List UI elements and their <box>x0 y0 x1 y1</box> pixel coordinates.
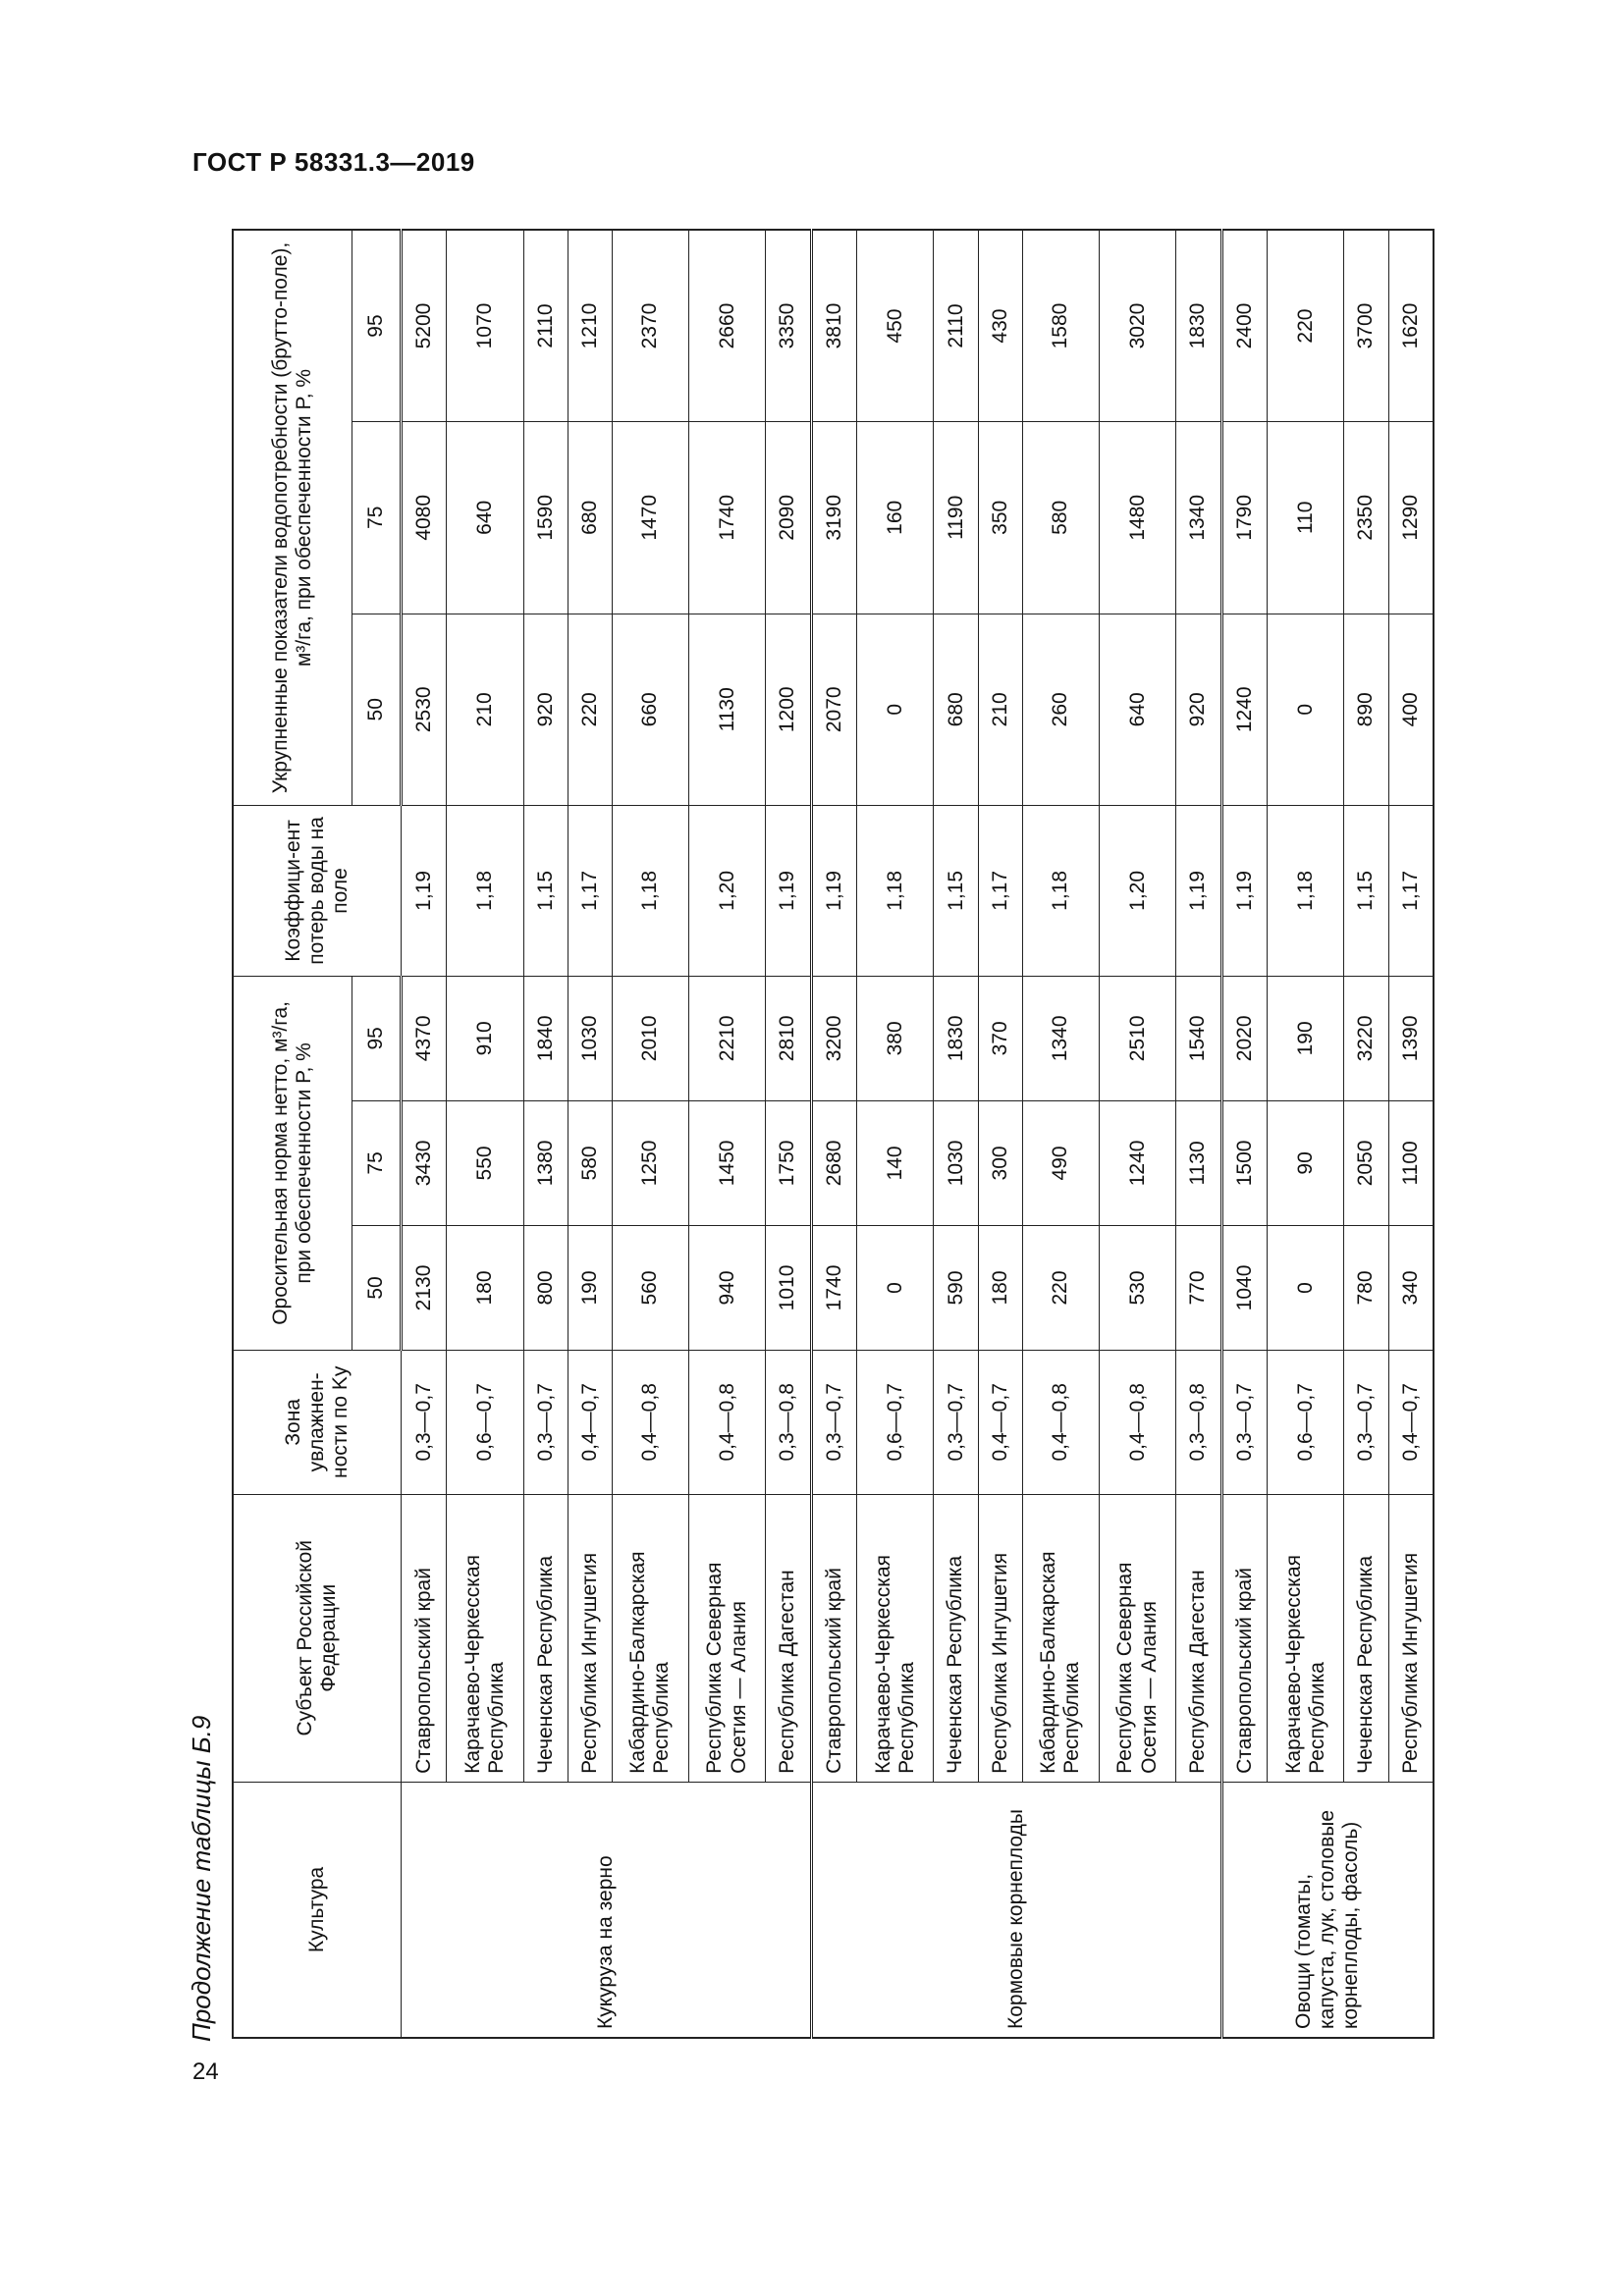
value-cell-n95: 1540 <box>1176 976 1222 1100</box>
table-row <box>1221 230 1268 2038</box>
value-cell-b95: 2110 <box>934 230 978 422</box>
value-cell-zone: 0,3—0,7 <box>934 1351 978 1495</box>
table-row <box>689 230 766 2038</box>
subject-cell: Ставропольский край <box>1221 1494 1268 1782</box>
value-cell-b95: 3810 <box>811 230 857 422</box>
header-netto-p50: 50 <box>352 1225 402 1350</box>
value-cell-b75: 2090 <box>766 422 812 614</box>
value-cell-b50: 400 <box>1388 614 1434 805</box>
value-cell-k: 1,15 <box>523 806 568 977</box>
value-cell-zone: 0,3—0,8 <box>1176 1351 1222 1495</box>
value-cell-n75: 1030 <box>934 1100 978 1225</box>
value-cell-n75: 1380 <box>523 1100 568 1225</box>
value-cell-k: 1,19 <box>766 806 812 977</box>
value-cell-b95: 2110 <box>523 230 568 422</box>
value-cell-k: 1,18 <box>447 806 523 977</box>
table-row <box>766 230 812 2038</box>
value-cell-n50: 1010 <box>766 1225 812 1350</box>
crop-cell: Кукуруза на зерно <box>402 1782 812 2038</box>
value-cell-b95: 1580 <box>1022 230 1099 422</box>
value-cell-b50: 660 <box>612 614 688 805</box>
value-cell-zone: 0,4—0,8 <box>1022 1351 1099 1495</box>
table-row <box>1176 230 1222 2038</box>
subject-cell: Республика Северная Осетия — Алания <box>689 1494 766 1782</box>
value-cell-n75: 2680 <box>811 1100 857 1225</box>
value-cell-n75: 1240 <box>1099 1100 1175 1225</box>
value-cell-n50: 190 <box>568 1225 612 1350</box>
value-cell-n50: 0 <box>1268 1225 1344 1350</box>
value-cell-b75: 1790 <box>1221 422 1268 614</box>
value-cell-n50: 770 <box>1176 1225 1222 1350</box>
value-cell-b95: 2660 <box>689 230 766 422</box>
value-cell-n75: 140 <box>857 1100 934 1225</box>
header-brutto-p50: 50 <box>352 614 402 805</box>
value-cell-b75: 2350 <box>1344 422 1388 614</box>
value-cell-b95: 3700 <box>1344 230 1388 422</box>
value-cell-b50: 2530 <box>402 614 447 805</box>
water-demand-table <box>232 229 1435 2039</box>
table-row <box>402 230 447 2038</box>
value-cell-n50: 940 <box>689 1225 766 1350</box>
value-cell-k: 1,17 <box>978 806 1022 977</box>
header-netto: Оросительная норма нетто, м³/га, при обеспеченности P, % <box>233 976 352 1350</box>
value-cell-k: 1,19 <box>811 806 857 977</box>
value-cell-b95: 450 <box>857 230 934 422</box>
crop-cell: Кормовые корнеплоды <box>811 1782 1221 2038</box>
value-cell-zone: 0,4—0,7 <box>978 1351 1022 1495</box>
value-cell-n50: 2130 <box>402 1225 447 1350</box>
value-cell-n95: 2510 <box>1099 976 1175 1100</box>
value-cell-b75: 580 <box>1022 422 1099 614</box>
subject-cell: Ставропольский край <box>402 1494 447 1782</box>
value-cell-n50: 590 <box>934 1225 978 1350</box>
value-cell-n75: 580 <box>568 1100 612 1225</box>
value-cell-zone: 0,6—0,7 <box>857 1351 934 1495</box>
value-cell-b75: 1470 <box>612 422 688 614</box>
value-cell-k: 1,18 <box>1268 806 1344 977</box>
value-cell-n50: 1740 <box>811 1225 857 1350</box>
value-cell-k: 1,19 <box>1176 806 1222 977</box>
table-row <box>1099 230 1175 2038</box>
value-cell-n95: 2210 <box>689 976 766 1100</box>
value-cell-b95: 2370 <box>612 230 688 422</box>
value-cell-n95: 2010 <box>612 976 688 1100</box>
value-cell-b50: 640 <box>1099 614 1175 805</box>
subject-cell: Карачаево-Черкесская Республика <box>447 1494 523 1782</box>
value-cell-zone: 0,6—0,7 <box>1268 1351 1344 1495</box>
table-row <box>523 230 568 2038</box>
value-cell-n75: 2050 <box>1344 1100 1388 1225</box>
value-cell-n75: 1130 <box>1176 1100 1222 1225</box>
value-cell-b50: 0 <box>857 614 934 805</box>
value-cell-n50: 220 <box>1022 1225 1099 1350</box>
value-cell-b50: 680 <box>934 614 978 805</box>
value-cell-b50: 1200 <box>766 614 812 805</box>
header-subject: Субъект Российской Федерации <box>233 1494 402 1782</box>
value-cell-n50: 340 <box>1388 1225 1434 1350</box>
header-brutto-p75: 75 <box>352 422 402 614</box>
value-cell-n95: 380 <box>857 976 934 1100</box>
table-row <box>857 230 934 2038</box>
value-cell-b95: 5200 <box>402 230 447 422</box>
value-cell-k: 1,17 <box>568 806 612 977</box>
value-cell-b75: 1740 <box>689 422 766 614</box>
value-cell-b50: 1240 <box>1221 614 1268 805</box>
subject-cell: Кабардино-Балкарская Республика <box>612 1494 688 1782</box>
value-cell-n50: 0 <box>857 1225 934 1350</box>
value-cell-b75: 680 <box>568 422 612 614</box>
value-cell-b95: 220 <box>1268 230 1344 422</box>
value-cell-k: 1,18 <box>612 806 688 977</box>
value-cell-k: 1,18 <box>857 806 934 977</box>
value-cell-n50: 530 <box>1099 1225 1175 1350</box>
value-cell-b75: 4080 <box>402 422 447 614</box>
value-cell-k: 1,15 <box>1344 806 1388 977</box>
subject-cell: Республика Северная Осетия — Алания <box>1099 1494 1175 1782</box>
value-cell-zone: 0,3—0,7 <box>523 1351 568 1495</box>
table-continuation-caption: Продолжение таблицы Б.9 <box>187 1715 216 2042</box>
value-cell-zone: 0,3—0,8 <box>766 1351 812 1495</box>
value-cell-b50: 920 <box>1176 614 1222 805</box>
value-cell-b75: 3190 <box>811 422 857 614</box>
value-cell-b50: 210 <box>447 614 523 805</box>
value-cell-b75: 1290 <box>1388 422 1434 614</box>
value-cell-k: 1,20 <box>1099 806 1175 977</box>
value-cell-b50: 2070 <box>811 614 857 805</box>
page-number: 24 <box>192 2058 219 2085</box>
value-cell-n75: 1250 <box>612 1100 688 1225</box>
value-cell-b95: 1620 <box>1388 230 1434 422</box>
value-cell-n50: 180 <box>447 1225 523 1350</box>
value-cell-n95: 370 <box>978 976 1022 1100</box>
value-cell-zone: 0,4—0,8 <box>612 1351 688 1495</box>
value-cell-b75: 1190 <box>934 422 978 614</box>
value-cell-n50: 800 <box>523 1225 568 1350</box>
value-cell-n50: 180 <box>978 1225 1022 1350</box>
value-cell-n75: 490 <box>1022 1100 1099 1225</box>
value-cell-n75: 1750 <box>766 1100 812 1225</box>
value-cell-n75: 1500 <box>1221 1100 1268 1225</box>
value-cell-n50: 560 <box>612 1225 688 1350</box>
value-cell-n95: 2810 <box>766 976 812 1100</box>
subject-cell: Республика Ингушетия <box>978 1494 1022 1782</box>
value-cell-b75: 160 <box>857 422 934 614</box>
table-row <box>612 230 688 2038</box>
value-cell-b95: 3020 <box>1099 230 1175 422</box>
value-cell-n75: 3430 <box>402 1100 447 1225</box>
value-cell-k: 1,17 <box>1388 806 1434 977</box>
subject-cell: Карачаево-Черкесская Республика <box>1268 1494 1344 1782</box>
value-cell-b75: 640 <box>447 422 523 614</box>
rotated-table-wrapper <box>232 229 1435 2039</box>
header-coef: Коэффици-ент потерь воды на поле <box>233 806 402 977</box>
value-cell-zone: 0,3—0,7 <box>1344 1351 1388 1495</box>
header-crop: Культура <box>233 1782 402 2038</box>
value-cell-k: 1,19 <box>1221 806 1268 977</box>
header-zone: Зона увлажнен-ности по Kу <box>233 1351 402 1495</box>
subject-cell: Республика Ингушетия <box>568 1494 612 1782</box>
value-cell-n95: 910 <box>447 976 523 1100</box>
value-cell-n95: 1840 <box>523 976 568 1100</box>
header-netto-p75: 75 <box>352 1100 402 1225</box>
table-row <box>1388 230 1434 2038</box>
table-row <box>978 230 1022 2038</box>
value-cell-zone: 0,3—0,7 <box>402 1351 447 1495</box>
subject-cell: Ставропольский край <box>811 1494 857 1782</box>
table-row <box>1344 230 1388 2038</box>
value-cell-n95: 190 <box>1268 976 1344 1100</box>
crop-cell: Овощи (томаты, капуста, лук, столовые корнеплоды, фасоль) <box>1221 1782 1434 2038</box>
value-cell-n75: 300 <box>978 1100 1022 1225</box>
value-cell-zone: 0,4—0,8 <box>689 1351 766 1495</box>
subject-cell: Республика Дагестан <box>1176 1494 1222 1782</box>
value-cell-zone: 0,4—0,7 <box>568 1351 612 1495</box>
value-cell-b75: 350 <box>978 422 1022 614</box>
subject-cell: Чеченская Республика <box>934 1494 978 1782</box>
header-brutto-p95: 95 <box>352 230 402 422</box>
table-row <box>811 230 857 2038</box>
value-cell-n95: 3220 <box>1344 976 1388 1100</box>
value-cell-n50: 780 <box>1344 1225 1388 1350</box>
value-cell-b95: 1830 <box>1176 230 1222 422</box>
subject-cell: Чеченская Республика <box>523 1494 568 1782</box>
value-cell-b50: 890 <box>1344 614 1388 805</box>
value-cell-k: 1,18 <box>1022 806 1099 977</box>
value-cell-b95: 430 <box>978 230 1022 422</box>
value-cell-zone: 0,3—0,7 <box>1221 1351 1268 1495</box>
value-cell-zone: 0,3—0,7 <box>811 1351 857 1495</box>
value-cell-b50: 220 <box>568 614 612 805</box>
doc-code: ГОСТ Р 58331.3—2019 <box>192 147 475 177</box>
value-cell-n95: 2020 <box>1221 976 1268 1100</box>
table-row <box>1022 230 1099 2038</box>
value-cell-zone: 0,4—0,7 <box>1388 1351 1434 1495</box>
table-row <box>1268 230 1344 2038</box>
value-cell-n95: 4370 <box>402 976 447 1100</box>
table-row <box>568 230 612 2038</box>
table-row <box>447 230 523 2038</box>
subject-cell: Республика Дагестан <box>766 1494 812 1782</box>
value-cell-n75: 1450 <box>689 1100 766 1225</box>
subject-cell: Кабардино-Балкарская Республика <box>1022 1494 1099 1782</box>
value-cell-b95: 2400 <box>1221 230 1268 422</box>
table-body <box>402 230 1435 2038</box>
value-cell-k: 1,19 <box>402 806 447 977</box>
value-cell-b95: 1210 <box>568 230 612 422</box>
value-cell-b50: 0 <box>1268 614 1344 805</box>
value-cell-k: 1,20 <box>689 806 766 977</box>
value-cell-b75: 1480 <box>1099 422 1175 614</box>
value-cell-n50: 1040 <box>1221 1225 1268 1350</box>
value-cell-b50: 920 <box>523 614 568 805</box>
value-cell-n95: 1030 <box>568 976 612 1100</box>
subject-cell: Чеченская Республика <box>1344 1494 1388 1782</box>
value-cell-b50: 260 <box>1022 614 1099 805</box>
value-cell-b95: 1070 <box>447 230 523 422</box>
value-cell-n75: 550 <box>447 1100 523 1225</box>
value-cell-n95: 1340 <box>1022 976 1099 1100</box>
value-cell-zone: 0,6—0,7 <box>447 1351 523 1495</box>
header-netto-p95: 95 <box>352 976 402 1100</box>
value-cell-k: 1,15 <box>934 806 978 977</box>
value-cell-n95: 1390 <box>1388 976 1434 1100</box>
value-cell-n95: 3200 <box>811 976 857 1100</box>
value-cell-b75: 1340 <box>1176 422 1222 614</box>
value-cell-b75: 110 <box>1268 422 1344 614</box>
table-row <box>934 230 978 2038</box>
value-cell-b95: 3350 <box>766 230 812 422</box>
value-cell-b50: 1130 <box>689 614 766 805</box>
value-cell-zone: 0,4—0,8 <box>1099 1351 1175 1495</box>
header-brutto: Укрупненные показатели водопотребности (брутто-поле), м³/га, при обеспеченности P, % <box>233 230 352 806</box>
subject-cell: Карачаево-Черкесская Республика <box>857 1494 934 1782</box>
value-cell-n75: 1100 <box>1388 1100 1434 1225</box>
value-cell-b50: 210 <box>978 614 1022 805</box>
subject-cell: Республика Ингушетия <box>1388 1494 1434 1782</box>
value-cell-b75: 1590 <box>523 422 568 614</box>
value-cell-n75: 90 <box>1268 1100 1344 1225</box>
value-cell-n95: 1830 <box>934 976 978 1100</box>
